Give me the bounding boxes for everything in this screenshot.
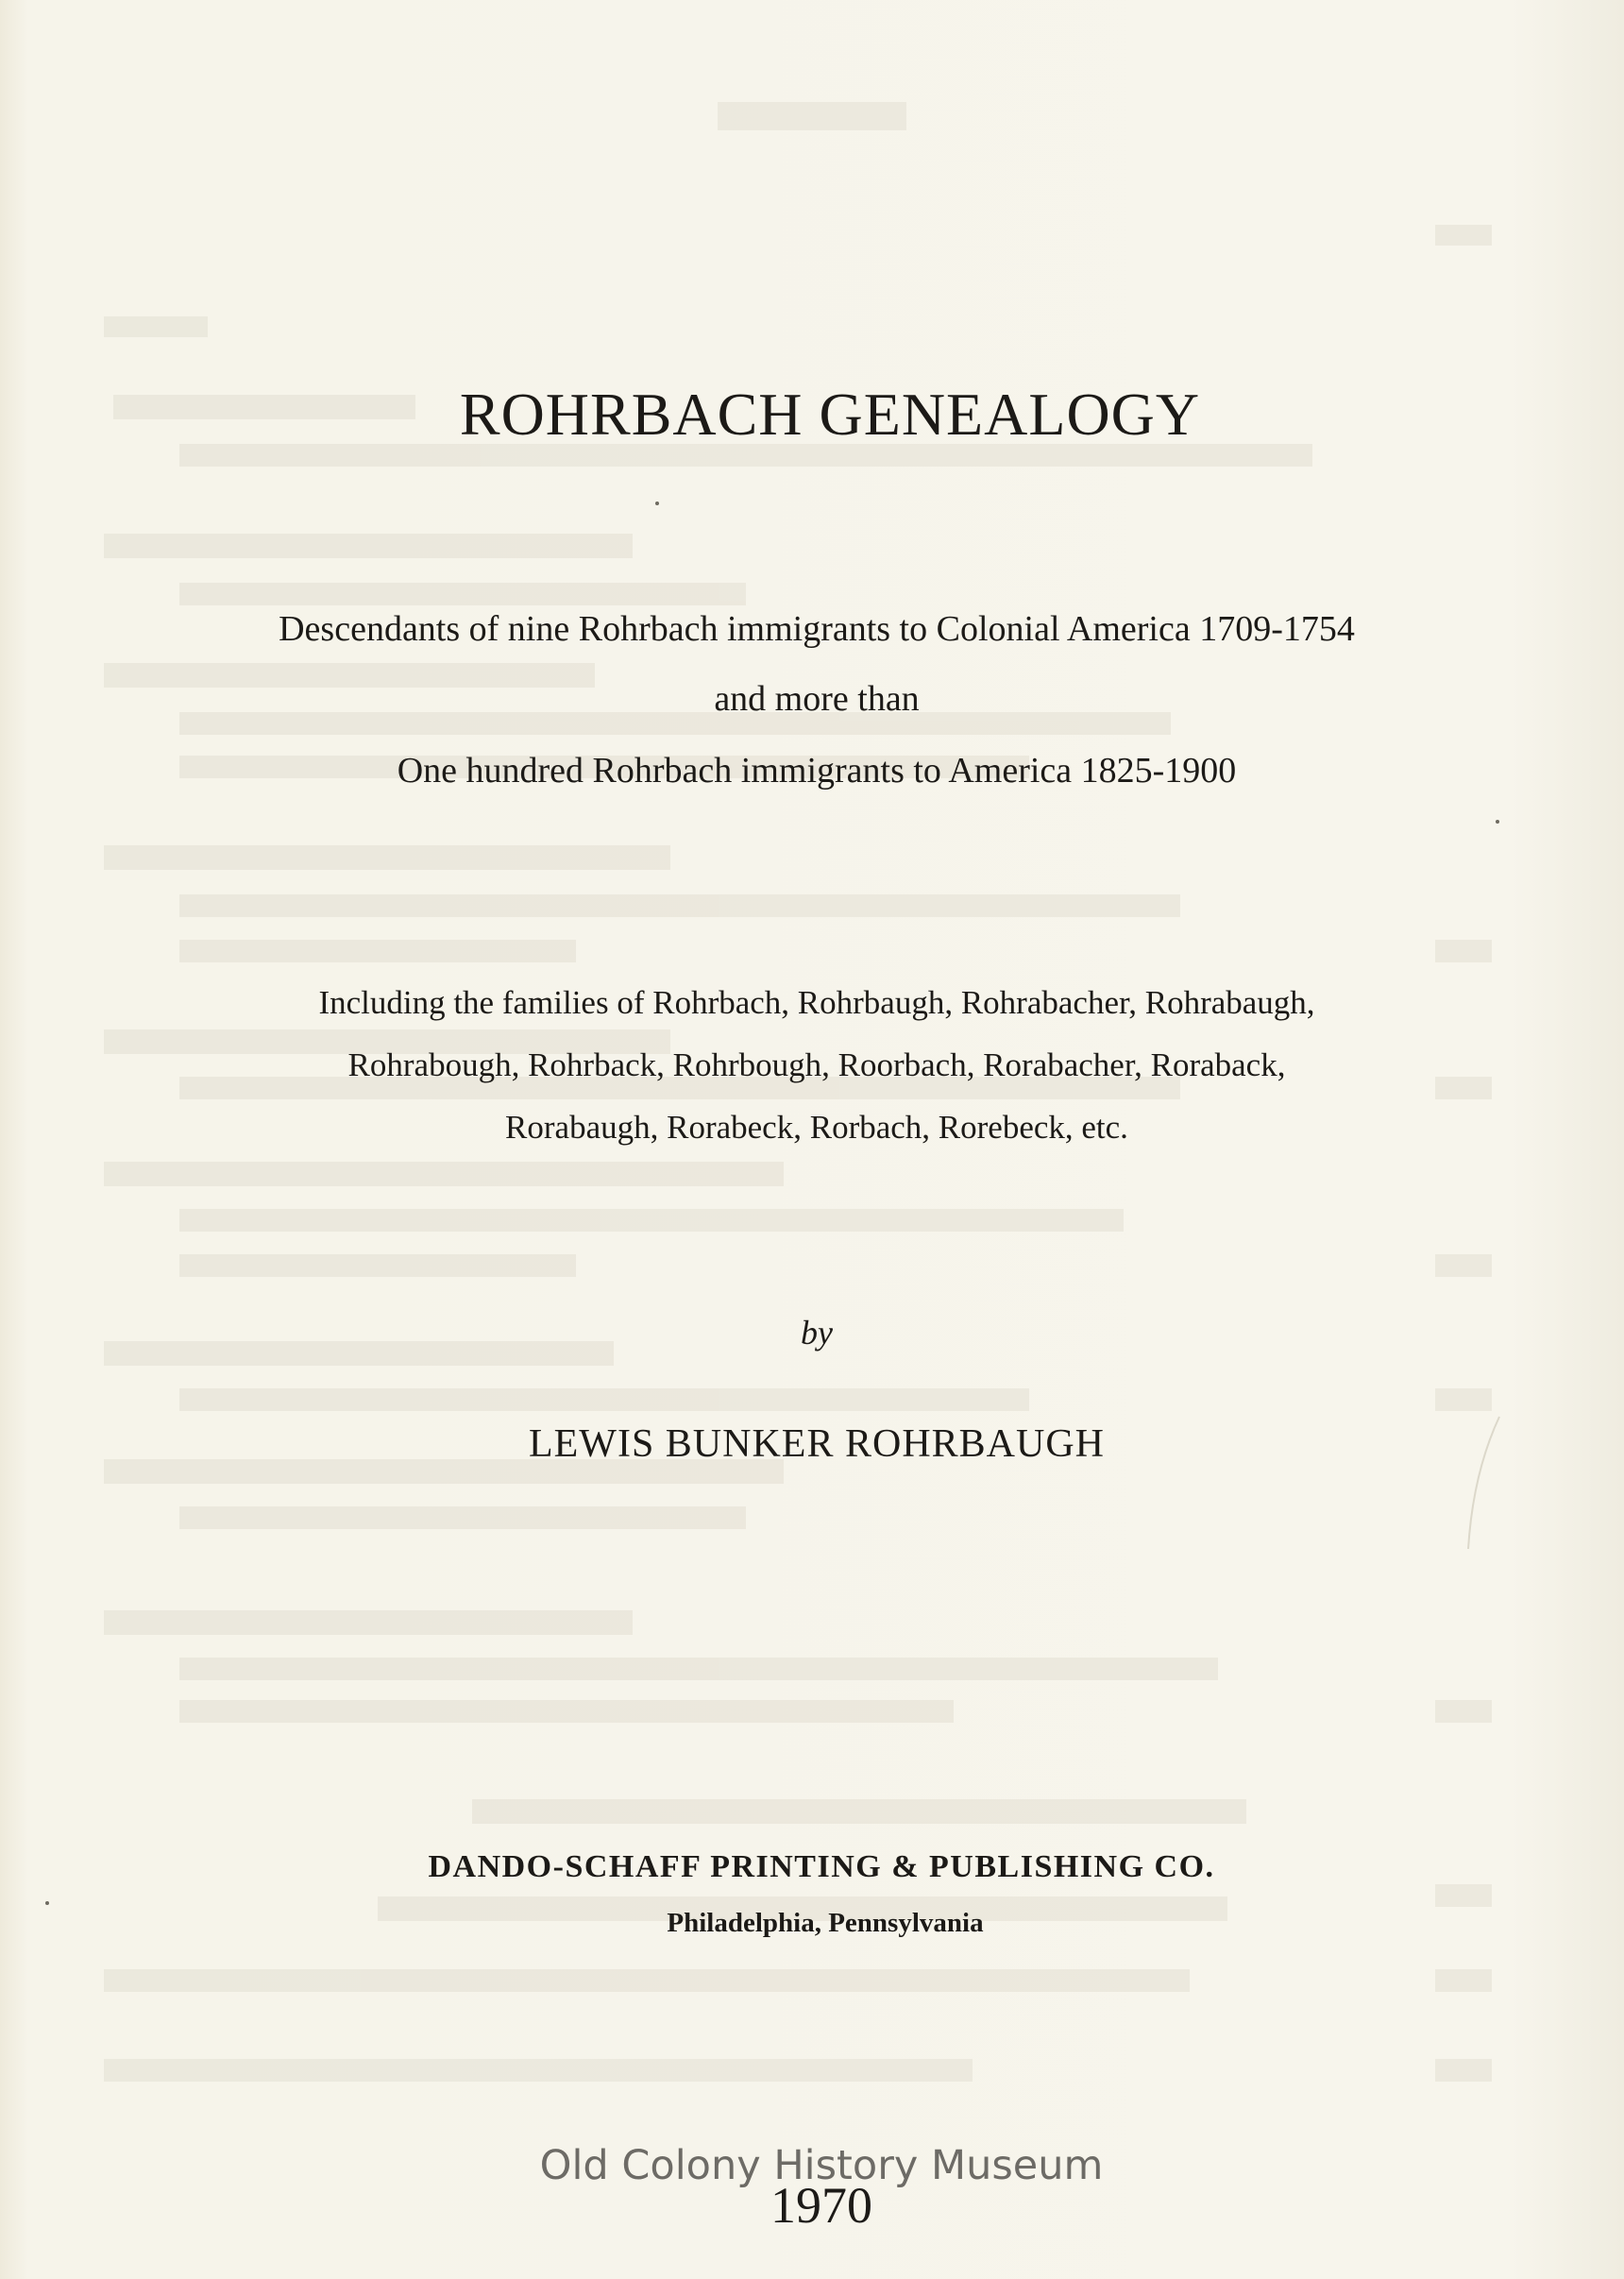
families-line-1: Including the families of Rohrbach, Rohrbaugh, Rohrabacher, Rohrabaugh, xyxy=(318,984,1315,1021)
publisher-name: DANDO-SCHAFF PRINTING & PUBLISHING CO. xyxy=(428,1849,1215,1884)
publisher-city: Philadelphia, Pennsylvania xyxy=(667,1908,984,1938)
book-title: ROHRBACH GENEALOGY xyxy=(459,381,1201,448)
subtitle-line-3: One hundred Rohrbach immigrants to America 1825-1900 xyxy=(397,751,1237,791)
by-line: by xyxy=(801,1314,833,1352)
subtitle-line-1: Descendants of nine Rohrbach immigrants to Colonial America 1709-1754 xyxy=(279,609,1355,649)
publication-year: 1970 xyxy=(770,2177,872,2234)
museum-watermark: Old Colony History Museum xyxy=(539,2142,1104,2189)
author-name: LEWIS BUNKER ROHRBAUGH xyxy=(529,1422,1105,1466)
families-line-2: Rohrabough, Rohrback, Rohrbough, Roorbach, Rorabacher, Roraback, xyxy=(347,1046,1286,1083)
subtitle-line-2: and more than xyxy=(714,679,920,719)
families-line-3: Rorabaugh, Rorabeck, Rorbach, Rorebeck, etc. xyxy=(505,1109,1128,1146)
